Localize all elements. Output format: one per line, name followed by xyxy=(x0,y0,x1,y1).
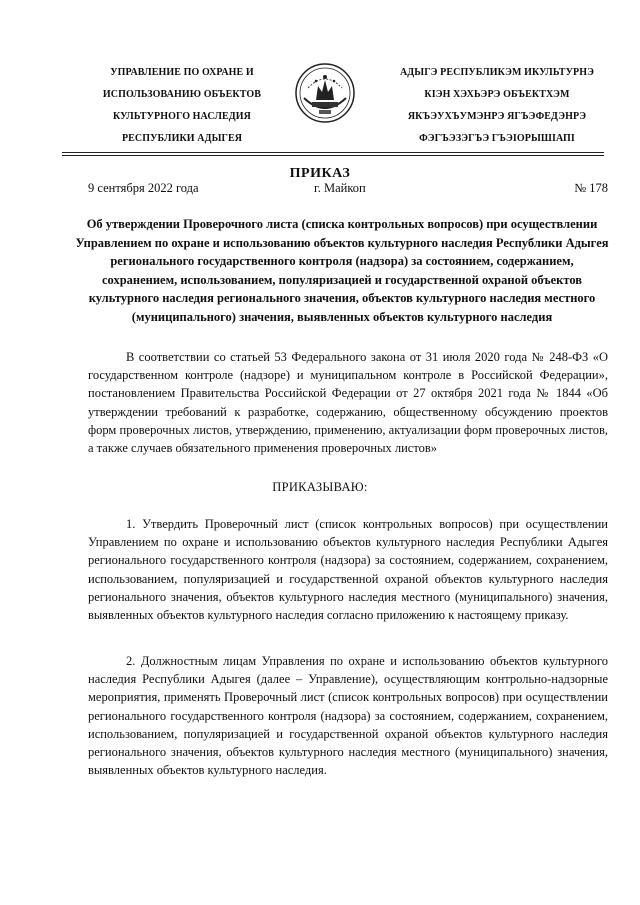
issuer-line: ИСПОЛЬЗОВАНИЮ ОБЪЕКТОВ xyxy=(102,89,262,100)
order-item-2: 2. Должностным лицам Управления по охране и использованию объектов культурного наследия Республики Адыгея (далее – Управление), осуществляющим контрольно-надзорные мероприятия, применять Проверочный лист (список контрольных вопросов) при осуществлении регионального государственного контроля (надзора) за состоянием, содержанием, сохранением, использованием, популяризацией и государственной охраной объектов культурного наследия регионального значения, объектов культурного наследия местного (муниципального) значения, выявленных объектов культурного наследия. xyxy=(88,654,608,778)
document-title: ПРИКАЗ xyxy=(289,166,351,181)
letterhead xyxy=(0,62,640,152)
document-subject: Об утверждении Проверочного листа (списка контрольных вопросов) при осуществлении Управлением по охране и использованию объектов культурного наследия Республики Адыгея регионального государственного контроля (надзора) за состоянием, содержанием, сохранением, использованием, популяризацией и государственной охраной объектов культурного наследия регионального значения, объектов культурного наследия местного (муниципального) значения, выявленных объектов культурного наследия xyxy=(75,217,609,324)
header-divider xyxy=(62,152,604,153)
document-meta xyxy=(88,181,608,199)
coat-of-arms-icon xyxy=(294,62,356,124)
order-item-1: 1. Утвердить Проверочный лист (список контрольных вопросов) при осуществлении Управлением по охране и использованию объектов культурного наследия Республики Адыгея регионального государственного контроля (надзора) за состоянием, содержанием, сохранением, использованием, популяризацией и государственной охраной объектов культурного наследия регионального значения, объектов культурного наследия местного (муниципального) значения, выявленных объектов культурного наследия согласно приложению к настоящему приказу. xyxy=(88,517,608,623)
issuer-line: ФЭГЪЭЗЭГЪЭ ГЪЭIОРЫШIАПI xyxy=(419,133,575,144)
issuer-line: УПРАВЛЕНИЕ ПО ОХРАНЕ И xyxy=(110,67,254,78)
issuer-line: АДЫГЭ РЕСПУБЛИКЭМ ИКУЛЬТУРНЭ xyxy=(399,67,594,78)
issuer-line: ЯКЪЭУХЪУМЭНРЭ ЯГЪЭФЕДЭНРЭ xyxy=(407,111,587,122)
header-divider-thin xyxy=(62,155,604,156)
issuer-name-russian xyxy=(92,62,272,150)
issuer-line: РЕСПУБЛИКИ АДЫГЕЯ xyxy=(121,133,243,144)
issuer-line: КУЛЬТУРНОГО НАСЛЕДИЯ xyxy=(113,111,251,122)
order-heading: ПРИКАЗЫВАЮ: xyxy=(272,480,368,494)
issuer-line: КIЭН ХЭХЬЭРЭ ОБЪЕКТХЭМ xyxy=(424,89,570,100)
document-number: № 178 xyxy=(574,181,608,195)
preamble-paragraph: В соответствии со статьей 53 Федерального закона от 31 июля 2020 года № 248-ФЗ «О государственном контроле (надзоре) и муниципальном контроле в Российской Федерации», постановлением Правительства Российской Федерации от 27 октября 2021 года № 1844 «Об утверждении требований к разработке, содержанию, общественному обсуждению проектов форм проверочных листов, утверждению, применению, актуализации форм проверочных листов, а также случаев обязательного применения проверочных листов» xyxy=(88,350,608,456)
document-city: г. Майкоп xyxy=(314,181,366,195)
issuer-name-adyghe xyxy=(388,62,606,150)
document-date: 9 сентября 2022 года xyxy=(88,181,199,195)
